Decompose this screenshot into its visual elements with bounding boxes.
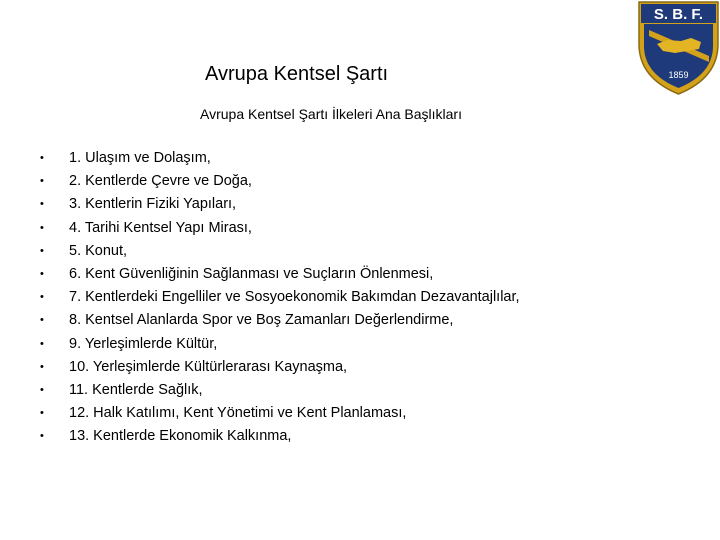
list-item-text: 9. Yerleşimlerde Kültür, bbox=[69, 335, 218, 352]
list-item-text: 7. Kentlerdeki Engelliler ve Sosyoekonomik Bakımdan Dezavantajlılar, bbox=[69, 289, 520, 306]
bullet-icon: • bbox=[40, 407, 44, 420]
list-item-text: 1. Ulaşım ve Dolaşım, bbox=[69, 150, 211, 166]
bullet-icon: • bbox=[40, 175, 44, 188]
list-item-text: 13. Kentlerde Ekonomik Kalkınma, bbox=[69, 428, 292, 445]
bullet-icon: • bbox=[40, 152, 44, 164]
bullet-icon: • bbox=[40, 314, 44, 327]
bullet-icon: • bbox=[40, 267, 44, 280]
list-item-text: 11. Kentlerde Sağlık, bbox=[69, 381, 203, 398]
bullet-icon: • bbox=[40, 244, 44, 257]
logo-year: 1859 bbox=[668, 70, 689, 80]
list-item-text: 2. Kentlerde Çevre ve Doğa, bbox=[69, 173, 252, 190]
bullet-icon: • bbox=[40, 430, 44, 443]
list-item-text: 10. Yerleşimlerde Kültürlerarası Kaynaşma, bbox=[69, 358, 348, 375]
list-item-text: 12. Halk Katılımı, Kent Yönetimi ve Kent Planlaması, bbox=[69, 405, 407, 422]
bullet-icon: • bbox=[40, 337, 44, 350]
bullet-icon: • bbox=[40, 360, 44, 373]
list-item-text: 8. Kentsel Alanlarda Spor ve Boş Zamanları Değerlendirme, bbox=[69, 312, 454, 329]
list-item-text: 5. Konut, bbox=[69, 242, 128, 259]
bullet-icon: • bbox=[40, 198, 44, 211]
list-item-text: 3. Kentlerin Fiziki Yapıları, bbox=[69, 196, 237, 213]
bullet-icon: • bbox=[40, 221, 44, 234]
bullet-icon: • bbox=[40, 383, 44, 396]
slide-title: Avrupa Kentsel Şartı bbox=[205, 63, 389, 85]
logo-text: S. B. F. bbox=[653, 6, 704, 23]
list-item-text: 4. Tarihi Kentsel Yapı Mirası, bbox=[69, 219, 252, 236]
slide-subtitle: Avrupa Kentsel Şartı İlkeleri Ana Başlıkları bbox=[200, 106, 462, 122]
bullet-icon: • bbox=[40, 291, 44, 304]
list-item-text: 6. Kent Güvenliğinin Sağlanması ve Suçların Önlenmesi, bbox=[69, 265, 434, 282]
sbf-logo bbox=[637, 0, 720, 96]
